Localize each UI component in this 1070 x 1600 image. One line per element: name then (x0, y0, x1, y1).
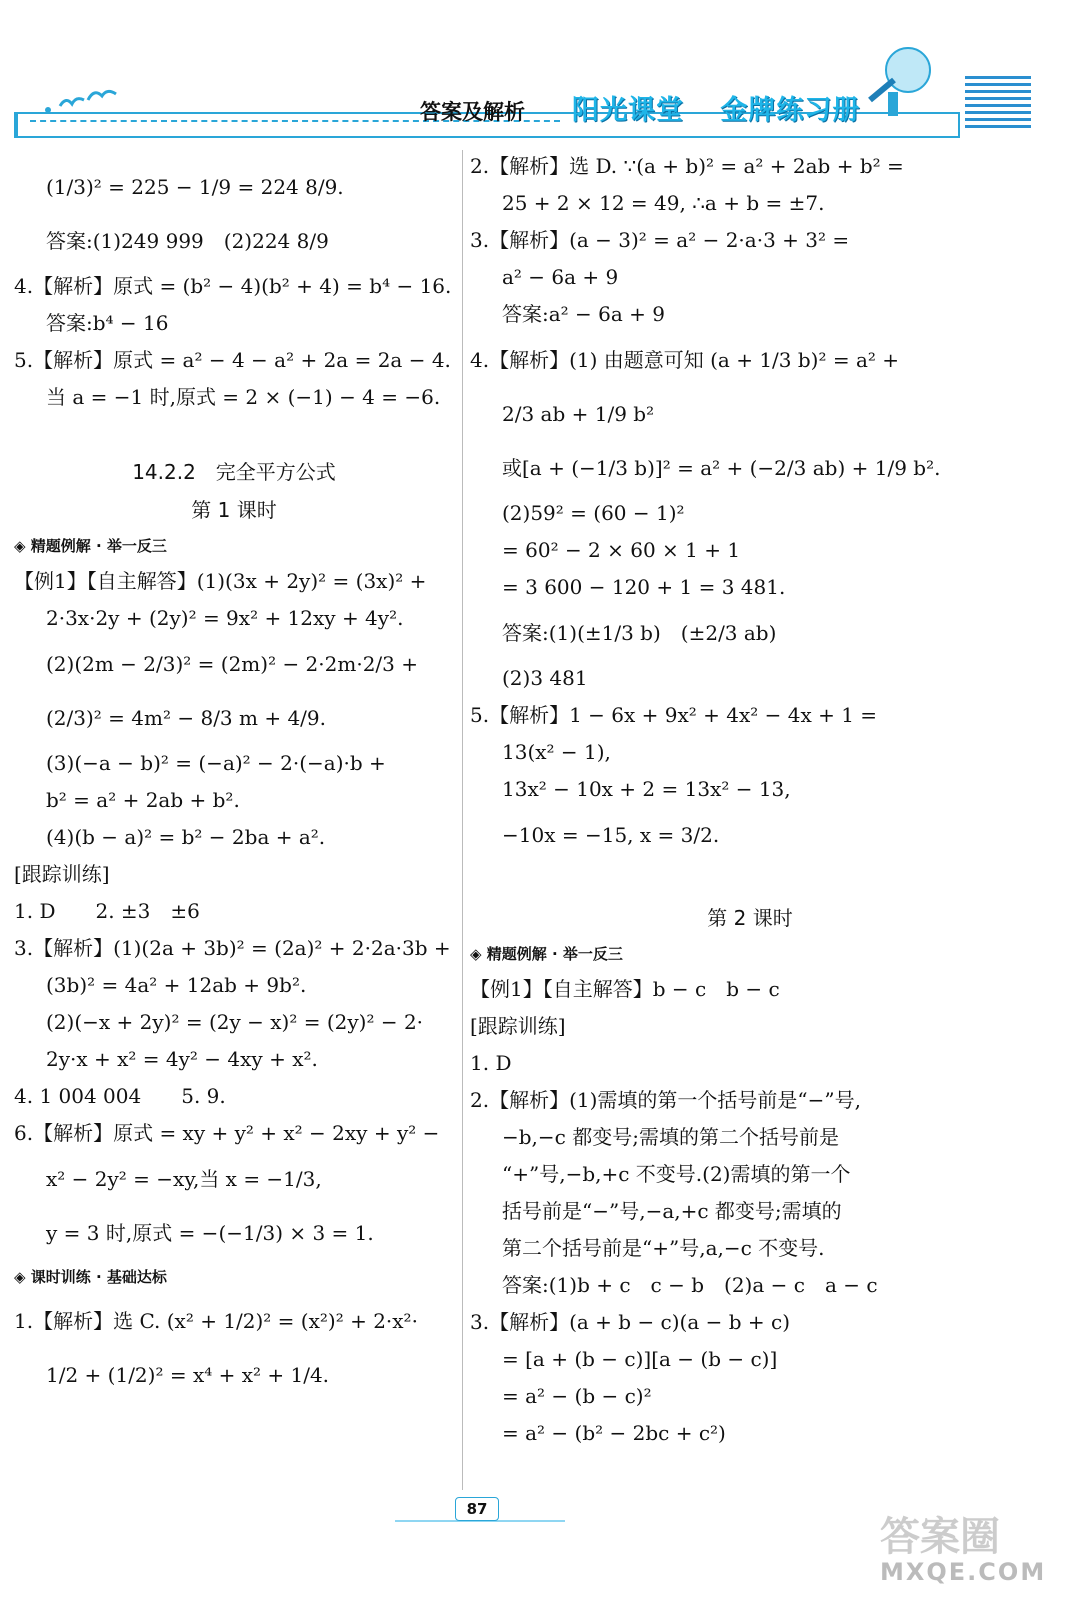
right-line: [跟踪训练] (470, 1014, 566, 1038)
left-line: (2)(2m − 2/3)² = (2m)² − 2·2m·2/3 + (46, 652, 418, 676)
right-line: a² − 6a + 9 (502, 265, 619, 289)
left-line (14, 416, 454, 453)
page-header (0, 0, 1070, 150)
left-line: 1/2 + (1/2)² = x⁴ + x² + 1/4. (46, 1363, 330, 1387)
right-line: “+”号,−b,+c 不变号.(2)需填的第一个 (502, 1162, 851, 1186)
right-line: 括号前是“−”号,−a,+c 都变号;需填的 (502, 1199, 842, 1223)
left-line: ◈ 课时训练 · 基础达标 (14, 1268, 167, 1286)
header-stripes (965, 76, 1031, 128)
left-line: 1. D 2. ±3 ±6 (14, 899, 200, 923)
left-line: 当 a = −1 时,原式 = 2 × (−1) − 4 = −6. (46, 385, 441, 409)
header-brand (572, 88, 886, 127)
watermark-logo: 答案圈 (880, 1514, 1000, 1560)
right-line: 2.【解析】选 D. ∵(a + b)² = a² + 2ab + b² = (470, 154, 904, 178)
right-line: 答案:(1)b + c c − b (2)a − c a − c (502, 1273, 878, 1297)
right-line: = a² − (b² − 2bc + c²) (502, 1421, 726, 1445)
right-line: = [a + (b − c)][a − (b − c)] (502, 1347, 778, 1371)
left-line: 【例1】【自主解答】(1)(3x + 2y)² = (3x)² + (14, 569, 427, 593)
left-line: (3b)² = 4a² + 12ab + 9b². (46, 973, 307, 997)
right-line: 【例1】【自主解答】b − c b − c (470, 977, 780, 1001)
left-line: [跟踪训练] (14, 862, 110, 886)
left-line: 1.【解析】选 C. (x² + 1/2)² = (x²)² + 2·x²· (14, 1309, 418, 1333)
left-line: (3)(−a − b)² = (−a)² − 2·(−a)·b + (46, 751, 386, 775)
right-line: −b,−c 都变号;需填的第二个括号前是 (502, 1125, 839, 1149)
right-line: −10x = −15, x = 3/2. (502, 823, 720, 847)
left-column (14, 160, 454, 1402)
left-line: (4)(b − a)² = b² − 2ba + a². (46, 825, 326, 849)
left-line: 答案:b⁴ − 16 (46, 311, 169, 335)
right-line: 4.【解析】(1) 由题意可知 (a + 1/3 b)² = a² + (470, 348, 900, 372)
right-line (470, 862, 1030, 899)
left-line: x² − 2y² = −xy,当 x = −1/3, (46, 1167, 322, 1191)
left-line: 6.【解析】原式 = xy + y² + x² − 2xy + y² − (14, 1121, 440, 1145)
right-line: 2.【解析】(1)需填的第一个括号前是“−”号, (470, 1088, 861, 1112)
left-line: (2)(−x + 2y)² = (2y − x)² = (2y)² − 2· (46, 1010, 424, 1034)
left-line: ◈ 精题例解 · 举一反三 (14, 537, 167, 555)
birds-icon (40, 84, 120, 114)
right-line: (2)3 481 (502, 666, 588, 690)
telescope-icon (860, 40, 940, 120)
right-line: (2)59² = (60 − 1)² (502, 501, 685, 525)
watermark-url: MXQE.COM (880, 1558, 1047, 1586)
right-line: 25 + 2 × 12 = 49, ∴a + b = ±7. (502, 191, 825, 215)
left-line: 4. 1 004 004 5. 9. (14, 1084, 226, 1108)
left-line: y = 3 时,原式 = −(−1/3) × 3 = 1. (46, 1221, 374, 1245)
left-line: 第 1 课时 (191, 498, 277, 522)
right-line: 5.【解析】1 − 6x + 9x² + 4x² − 4x + 1 = (470, 703, 878, 727)
right-line: = 3 600 − 120 + 1 = 3 481. (502, 575, 786, 599)
left-line: 2y·x + x² = 4y² − 4xy + x². (46, 1047, 318, 1071)
right-column (470, 148, 1030, 1452)
right-line: 3.【解析】(a + b − c)(a − b + c) (470, 1310, 791, 1334)
right-line: 13(x² − 1), (502, 740, 611, 764)
left-line: 14.2.2 完全平方公式 (132, 460, 336, 484)
right-line: 1. D (470, 1051, 512, 1075)
right-line: = 60² − 2 × 60 × 1 + 1 (502, 538, 741, 562)
left-line: 5.【解析】原式 = a² − 4 − a² + 2a = 2a − 4. (14, 348, 451, 372)
left-line: 3.【解析】(1)(2a + 3b)² = (2a)² + 2·2a·3b + (14, 936, 451, 960)
right-line: ◈ 精题例解 · 举一反三 (470, 945, 623, 963)
page-number: 87 (455, 1497, 499, 1521)
right-line: 答案:(1)(±1/3 b) (±2/3 ab) (502, 621, 777, 645)
left-line: 答案:(1)249 999 (2)224 8/9 (46, 229, 329, 253)
header-section-title: 答案及解析 (420, 100, 525, 124)
right-line: 第二个括号前是“+”号,a,−c 不变号. (502, 1236, 825, 1260)
right-line: = a² − (b − c)² (502, 1384, 652, 1408)
brand-name-2: 金牌练习册 (720, 95, 861, 126)
brand-name-1: 阳光课堂 (572, 95, 684, 126)
right-line: 3.【解析】(a − 3)² = a² − 2·a·3 + 3² = (470, 228, 850, 252)
right-line: 或[a + (−1/3 b)]² = a² + (−2/3 ab) + 1/9 b². (502, 456, 941, 480)
right-line: 2/3 ab + 1/9 b² (502, 402, 655, 426)
column-divider (462, 150, 463, 1490)
right-line: 第 2 课时 (707, 906, 793, 930)
left-line: 2·3x·2y + (2y)² = 9x² + 12xy + 4y². (46, 606, 404, 630)
left-line: (2/3)² = 4m² − 8/3 m + 4/9. (46, 706, 326, 730)
left-line: b² = a² + 2ab + b². (46, 788, 240, 812)
left-line: 4.【解析】原式 = (b² − 4)(b² + 4) = b⁴ − 16. (14, 274, 452, 298)
right-line: 13x² − 10x + 2 = 13x² − 13, (502, 777, 791, 801)
right-line: 答案:a² − 6a + 9 (502, 302, 665, 326)
left-line: (1/3)² = 225 − 1/9 = 224 8/9. (46, 175, 344, 199)
